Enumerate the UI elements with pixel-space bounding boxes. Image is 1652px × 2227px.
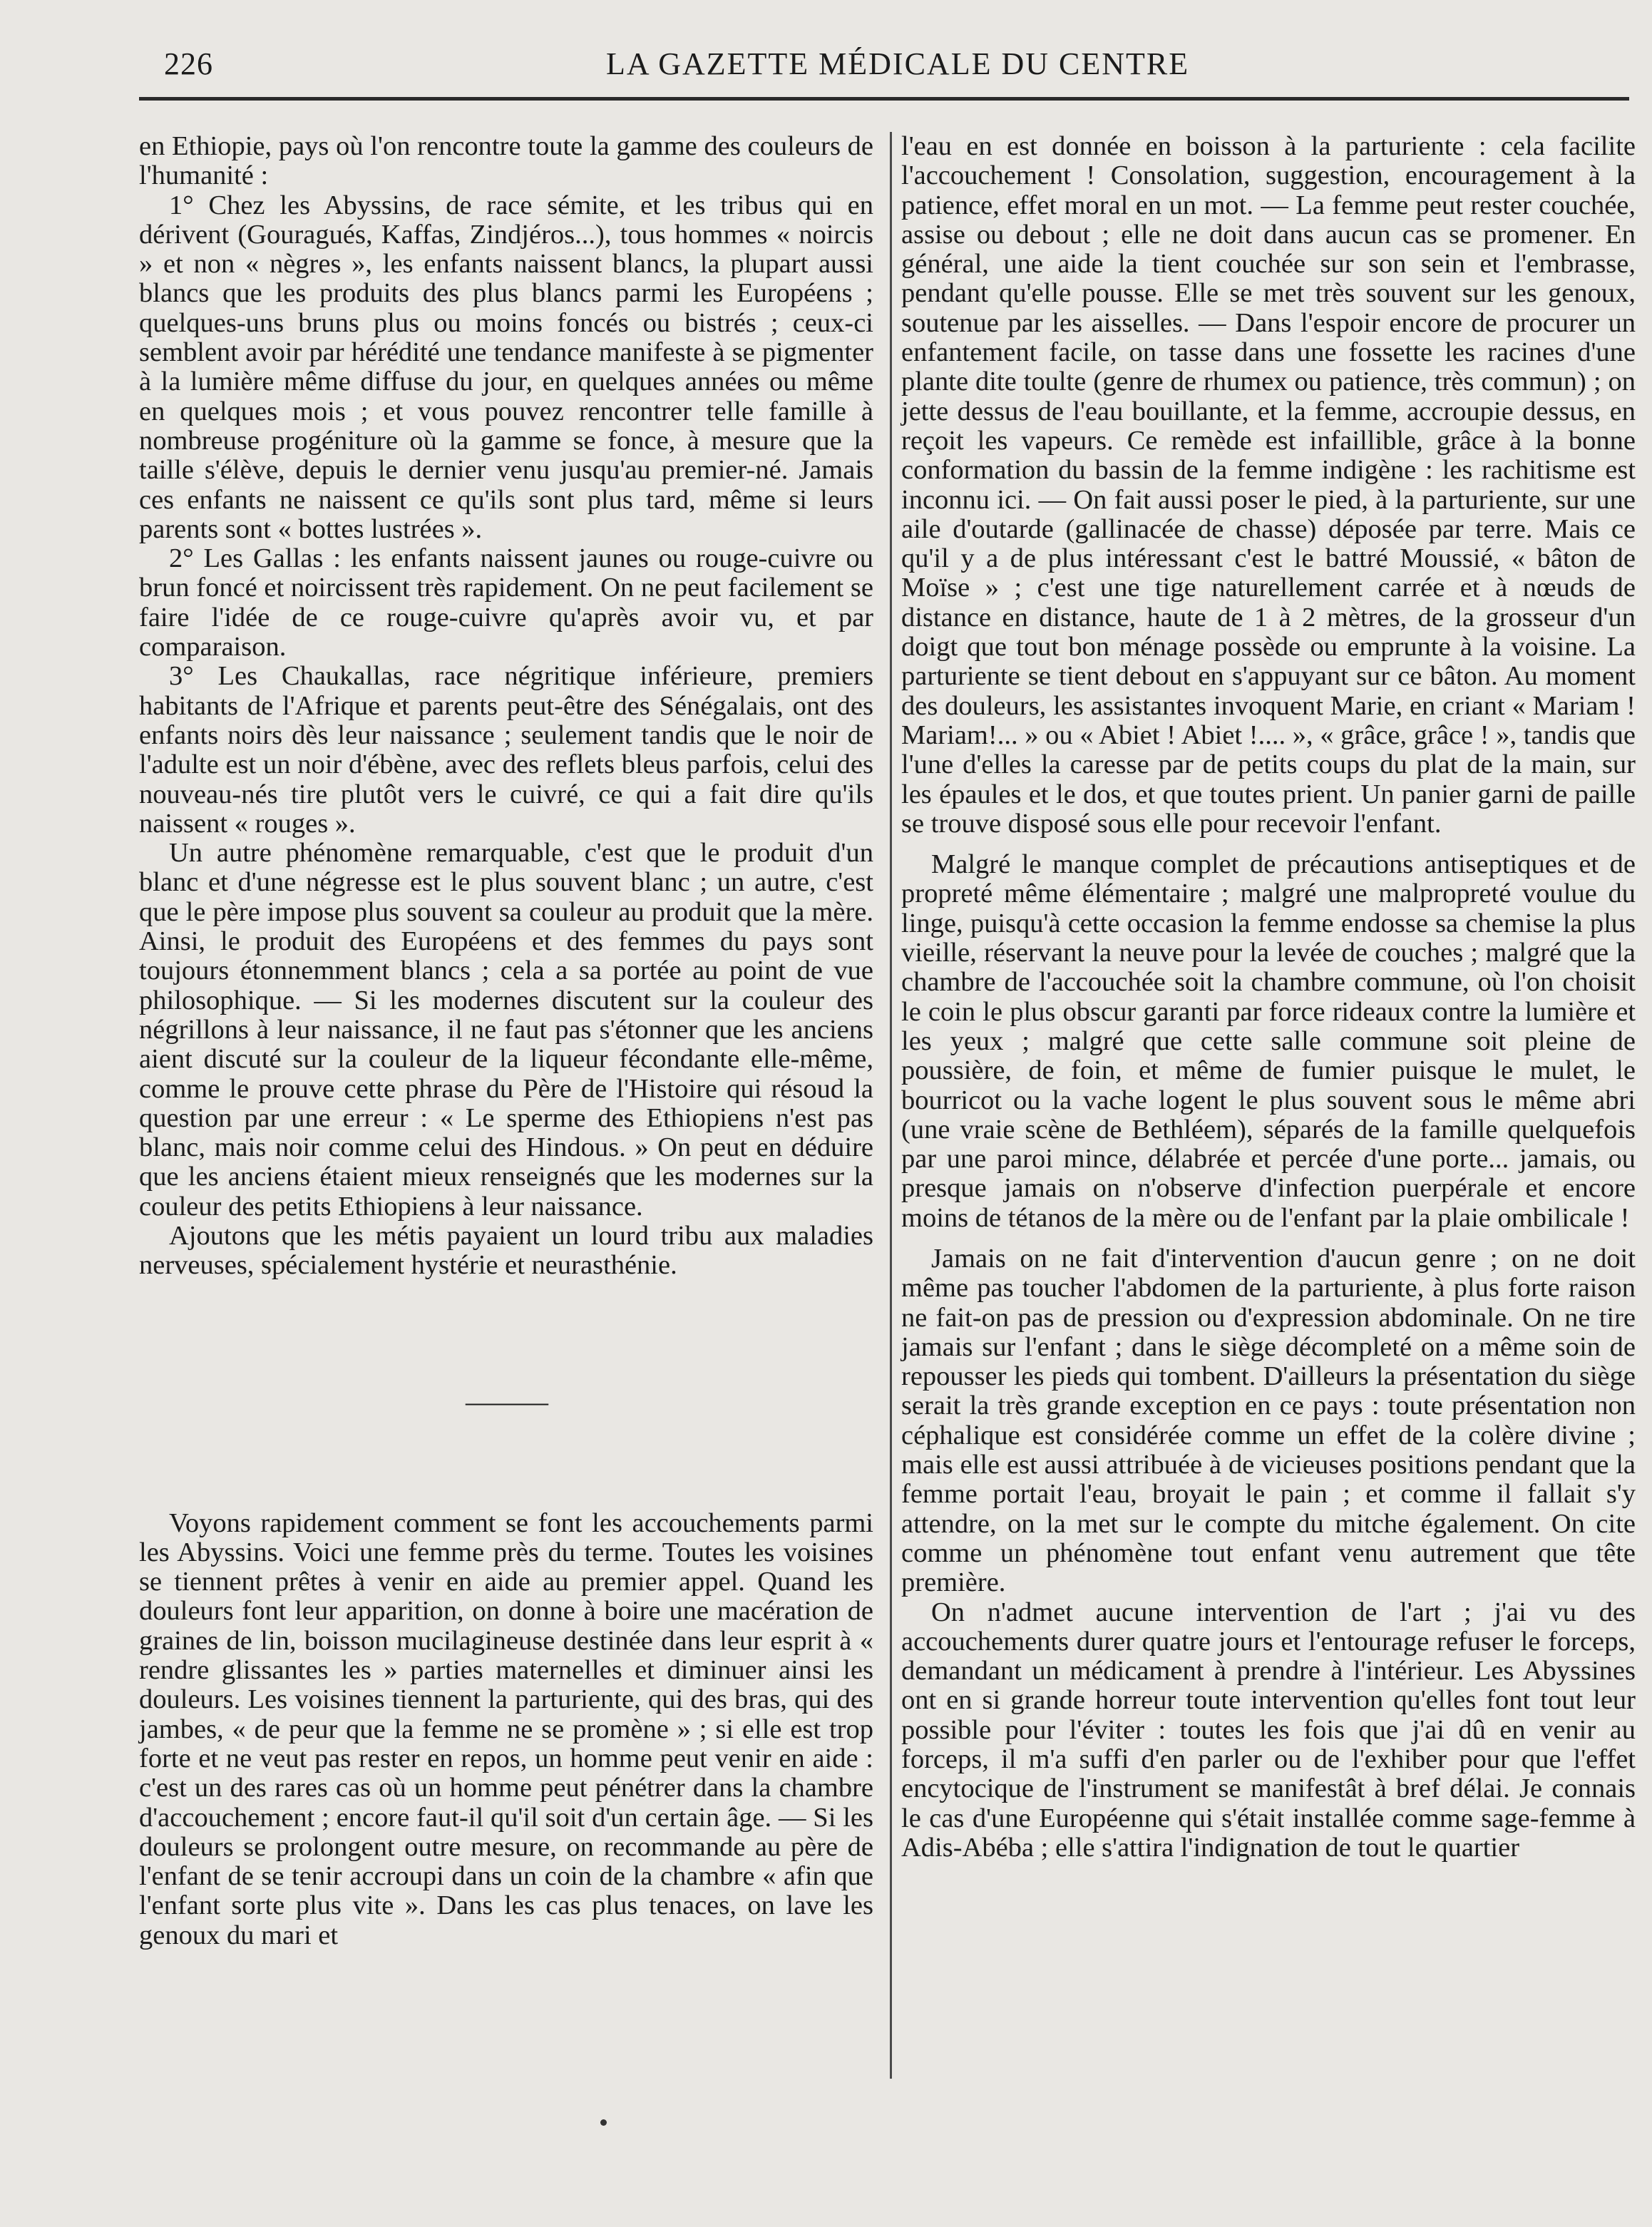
column-divider [890,132,892,2079]
paragraph: Ajoutons que les métis payaient un lourd tribu aux maladies nerveuses, spécialement hystérie et neurasthénie. [139,1220,873,1281]
page-number: 226 [164,46,213,81]
section-separator: ——— [466,1385,547,1418]
page-header [157,41,1626,98]
paragraph: en Ethiopie, pays où l'on rencontre toute la gamme des couleurs de l'humanité : [139,131,873,191]
paragraph: On n'admet aucune intervention de l'art ; j'ai vu des accouchements durer quatre jours et l'entourage refuser le forceps, demandant un médicament à prendre à l'intérieur. Les Abyssines ont en si grande horreur toute intervention qu'elles font tout leur possible pour l'éviter : toutes les fois que j'ai dû en venir au forceps, il m'a suffi d'en parler ou de l'exhiber pour que l'effet encytocique de l'instrument se manifestât à bref délai. Je connais le cas d'une Européenne qui s'était installée comme sage-femme à Adis-Abéba ; elle s'attira l'indignation de tout le quartier [901,1597,1636,1863]
running-title: LA GAZETTE MÉDICALE DU CENTRE [606,46,1190,81]
left-column [139,132,873,1950]
spacer [901,839,1636,850]
paragraph: Voyons rapidement comment se font les accouchements parmi les Abyssins. Voici une femme près du terme. Toutes les voisines se tiennent prêtes à venir en aide au premier appel. Quand les douleurs font leur apparition, on donne à boire une macération de graines de lin, boisson mucilagineuse destinée dans leur esprit à « rendre glissantes les » parties maternelles et diminuer ainsi les douleurs. Les voisines tiennent la parturiente, qui des bras, qui des jambes, « de peur que la femme ne se promène » ; si elle est trop forte et ne veut pas rester en repos, un homme peut venir en aide : c'est un des rares cas où un homme peut pénétrer dans la chambre d'accouchement ; encore faut-il qu'il soit d'un certain âge. — Si les douleurs se prolongent outre mesure, on recommande au père de l'enfant de se tenir accroupi dans un coin de la chambre « afin que l'enfant sorte plus vite ». Dans les cas plus tenaces, on lave les genoux du mari et [139,1507,873,1950]
spacer [139,1423,873,1509]
header-rule [139,97,1629,101]
right-column [901,132,1636,1863]
paragraph: Jamais on ne fait d'intervention d'aucun genre ; on ne doit même pas toucher l'abdomen de la parturiente, à plus forte raison ne fait-on pas de pression ou d'expression abdominale. On ne tire jamais sur l'enfant ; dans le siège décompleté on a même soin de repousser les pieds qui tombent. D'ailleurs la présentation du siège serait la très grande exception en ce pays : toute présentation non céphalique est considérée comme un effet de la colère divine ; mais elle est aussi attribuée à de vicieuses positions pendant que la femme portait l'eau, broyait le pain ; et comme il fallait s'y attendre, on la met sur le compte du mitche également. On cite comme un phénomène tout enfant venu autrement que tête première. [901,1243,1636,1598]
paragraph: 1° Chez les Abyssins, de race sémite, et les tribus qui en dérivent (Gouragués, Kaffas, Zindjéros...), tous hommes « noircis » et non « nègres », les enfants naissent blancs, la plupart aussi blancs que les produits des plus blancs parmi les Européens ; quelques-uns bruns plus ou moins foncés ou bistrés ; ceux-ci semblent avoir par hérédité une tendance manifeste à se pigmenter à la lumière même diffuse du jour, en quelques années ou même en quelques mois ; et vous pouvez rencontrer telle famille à nombreuse progéniture où la gamme se fonce, à mesure que la taille s'élève, depuis le dernier venu jusqu'au premier-né. Jamais ces enfants ne naissent ce qu'ils sont plus tard, même si leurs parents sont « bottes lustrées ». [139,190,873,544]
paragraph: 2° Les Gallas : les enfants naissent jaunes ou rouge-cuivre ou brun foncé et noircissent très rapidement. On ne peut facilement se faire l'idée de ce rouge-cuivre qu'après avoir vu, et par comparaison. [139,543,873,662]
paragraph: 3° Les Chaukallas, race négritique inférieure, premiers habitants de l'Afrique et parents peut-être des Sénégalais, ont des enfants noirs dès leur naissance ; seulement tandis que le noir de l'adulte est un noir d'ébène, avec des reflets bleus parfois, celui des nouveau-nés tire plutôt vers le cuivré, ce qui a fait dire qu'ils naissent « rouges ». [139,661,873,839]
spacer [139,1281,873,1381]
ink-dot [600,2119,607,2126]
paragraph: l'eau en est donnée en boisson à la parturiente : cela facilite l'accouchement ! Consolation, suggestion, encouragement à la patience, effet moral en un mot. — La femme peut rester couchée, assise ou debout ; elle ne doit dans aucun cas se promener. En général, une aide la tient couchée sur son sein et l'embrasse, pendant qu'elle pousse. Elle se met très souvent sur les genoux, soutenue par les aisselles. — Dans l'espoir encore de procurer un enfantement facile, on tasse dans une fossette les racines d'une plante dite toulte (genre de rhumex ou patience, très commun) ; on jette dessus de l'eau bouillante, et la femme, accroupie dessus, en reçoit les vapeurs. Ce remède est infaillible, grâce à la bonne conformation du bassin de la femme indigène : les rachitisme est inconnu ici. — On fait aussi poser le pied, à la parturiente, sur une aile d'outarde (gallinacée de chasse) déposée par terre. Mais ce qu'il y a de plus intéressant c'est le battré Moussié, « bâton de Moïse » ; c'est une tige naturellement carrée et à nœuds de distance en distance, haute de 1 à 2 mètres, de la grosseur d'un doigt que tout bon ménage possède ou emprunte à la voisine. La parturiente se tient debout en s'appuyant sur ce bâton. Au moment des douleurs, les assistantes invoquent Marie, en criant « Mariam ! Mariam!... » ou « Abiet ! Abiet !.... », « grâce, grâce ! », tandis que l'une d'elles la caresse par de petits coups du plat de la main, sur les épaules et le dos, et que toutes prient. Un panier garni de paille se trouve disposé sous elle pour recevoir l'enfant. [901,131,1636,839]
paragraph: Un autre phénomène remarquable, c'est que le produit d'un blanc et d'une négresse est le plus souvent blanc ; un autre, c'est que le père impose plus souvent sa couleur au produit que la mère. Ainsi, le produit des Européens et des femmes du pays sont toujours étonnemment blancs ; cela a sa portée au point de vue philosophique. — Si les modernes discutent sur la couleur des négrillons à leur naissance, il ne faut pas s'étonner que les anciens aient discuté sur la couleur de la liqueur fécondante elle-même, comme le prouve cette phrase du Père de l'Histoire qui résoud la question par une erreur : « Le sperme des Ethiopiens n'est pas blanc, mais noir comme celui des Hindous. » On peut en déduire que les anciens étaient mieux renseignés que les modernes sur la couleur des petits Ethiopiens à leur naissance. [139,838,873,1222]
paragraph: Malgré le manque complet de précautions antiseptiques et de propreté même élémentaire ; malgré une malpropreté voulue du linge, puisqu'à cette occasion la femme endosse sa chemise la plus vieille, réservant la neuve pour la levée de couches ; malgré que la chambre de l'accouchée soit la chambre commune, où l'on choisit le coin le plus obscur garanti par force rideaux contre la lumière et les yeux ; malgré que cette salle commune soit pleine de poussière, de foin, et même de fumier puisque le mulet, le bourricot ou la vache logent le plus souvent sous le même abri (une vraie scène de Bethléem), séparés de la famille quelquefois par une paroi mince, délabrée et percée d'une porte... jamais, ou presque jamais on n'observe d'infection puerpérale et encore moins de tétanos de la mère ou de l'enfant par la plaie ombilicale ! [901,849,1636,1233]
spacer [901,1233,1636,1244]
